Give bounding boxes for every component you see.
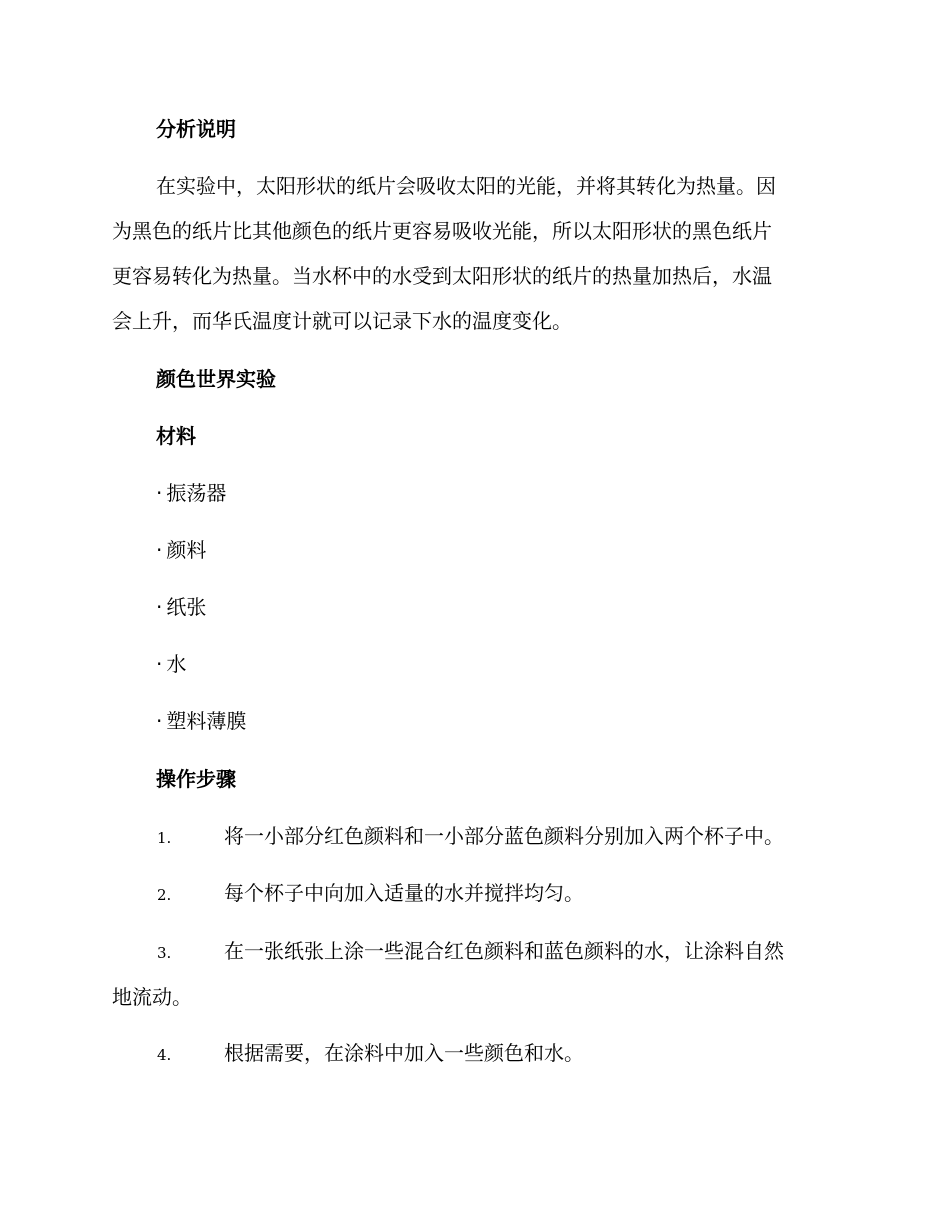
step-text: 将一小部分红色颜料和一小部分蓝色颜料分别加入两个杯子中。 (224, 824, 784, 848)
step-number: 3. (157, 944, 172, 962)
step-number: 4. (157, 1046, 172, 1064)
step-text: 根据需要，在涂料中加入一些颜色和水。 (224, 1041, 584, 1065)
analysis-line: 更容易转化为热量。当水杯中的水受到太阳形状的纸片的热量加热后，水温 (112, 264, 772, 288)
bullet-icon: · (156, 595, 163, 619)
material-label: 纸张 (166, 595, 207, 619)
steps-heading: 操作步骤 (156, 767, 236, 791)
bullet-icon: · (156, 709, 163, 733)
step-text-continuation: 地流动。 (112, 985, 192, 1009)
material-item (156, 479, 226, 507)
material-label: 振荡器 (166, 481, 227, 505)
step-text: 在一张纸张上涂一些混合红色颜料和蓝色颜料的水，让涂料自然 (224, 939, 784, 963)
bullet-icon: · (156, 538, 163, 562)
material-item (156, 650, 186, 678)
analysis-heading: 分析说明 (156, 117, 236, 141)
material-item (156, 593, 206, 621)
bullet-icon: · (156, 481, 163, 505)
analysis-line: 在实验中，太阳形状的纸片会吸收太阳的光能，并将其转化为热量。因 (156, 174, 776, 198)
material-label: 水 (166, 652, 187, 676)
analysis-paragraph (112, 164, 834, 344)
step-number: 1. (157, 829, 172, 847)
material-label: 塑料薄膜 (166, 709, 247, 733)
analysis-line: 为黑色的纸片比其他颜色的纸片更容易吸收光能，所以太阳形状的黑色纸片 (112, 219, 772, 243)
step-text: 每个杯子中向加入适量的水并搅拌均匀。 (224, 881, 584, 905)
experiment-title: 颜色世界实验 (156, 367, 276, 391)
material-item (156, 707, 246, 735)
material-item (156, 536, 206, 564)
bullet-icon: · (156, 652, 163, 676)
analysis-line: 会上升，而华氏温度计就可以记录下水的温度变化。 (112, 309, 572, 333)
material-label: 颜料 (166, 538, 207, 562)
materials-heading: 材料 (156, 424, 196, 448)
step-number: 2. (157, 886, 172, 904)
